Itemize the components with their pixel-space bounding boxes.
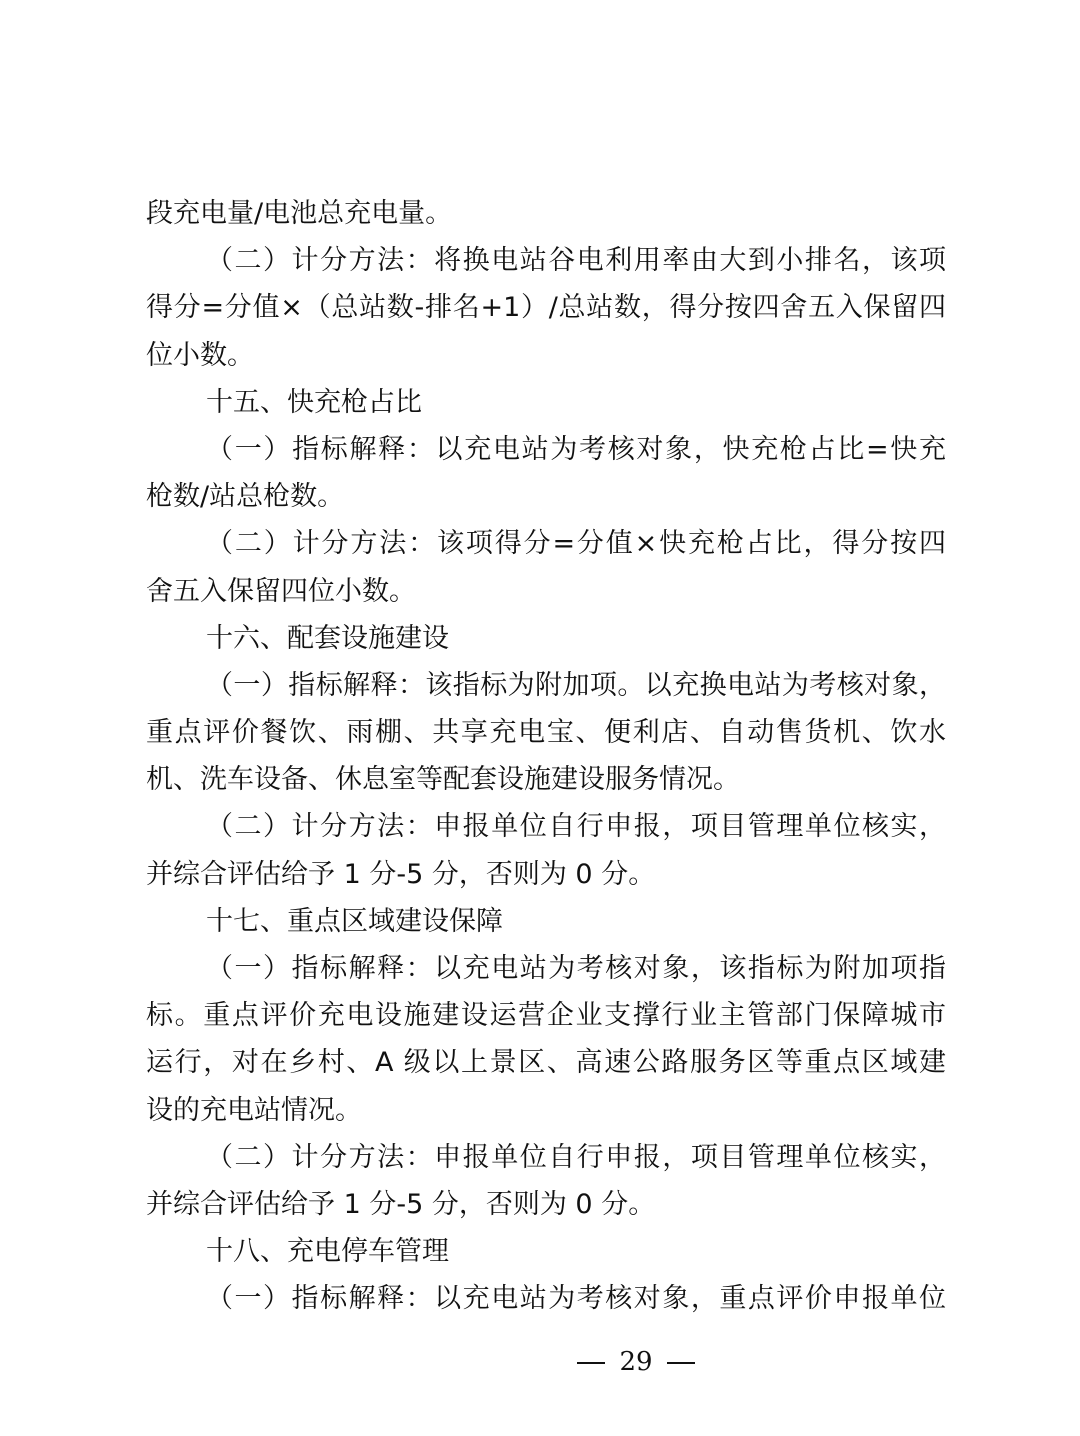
text-line: （一）指标解释：以充电站为考核对象，快充枪占比=快充 [206, 433, 946, 465]
text-line: 舍五入保留四位小数。 [146, 575, 416, 607]
text-line: 并综合评估给予 1 分-5 分，否则为 0 分。 [146, 858, 656, 890]
page-number-value: 29 [619, 1347, 653, 1377]
text-line: （一）指标解释：该指标为附加项。以充换电站为考核对象， [206, 669, 946, 701]
section-heading: 十六、配套设施建设 [206, 622, 449, 654]
text-line: 重点评价餐饮、雨棚、共享充电宝、便利店、自动售货机、饮水 [146, 717, 946, 749]
text-line: （二）计分方法：将换电站谷电利用率由大到小排名，该项 [206, 245, 946, 277]
text-line: 得分=分值×（总站数-排名+1）/总站数，得分按四舍五入保留四 [146, 292, 946, 324]
text-line: 枪数/站总枪数。 [146, 481, 345, 513]
section-heading: 十七、重点区域建设保障 [206, 905, 503, 937]
text-line: （一）指标解释：以充电站为考核对象，重点评价申报单位 [206, 1283, 946, 1315]
dash-left [577, 1362, 605, 1364]
text-line: 设的充电站情况。 [146, 1094, 362, 1126]
text-line: 并综合评估给予 1 分-5 分，否则为 0 分。 [146, 1188, 656, 1220]
section-heading: 十八、充电停车管理 [206, 1236, 449, 1268]
text-line: 位小数。 [146, 339, 254, 371]
text-line: 运行，对在乡村、A 级以上景区、高速公路服务区等重点区域建 [146, 1047, 946, 1079]
text-line: （二）计分方法：申报单位自行申报，项目管理单位核实， [206, 1141, 946, 1173]
text-line: （一）指标解释：以充电站为考核对象，该指标为附加项指 [206, 953, 946, 984]
text-line: （二）计分方法：该项得分=分值×快充枪占比，得分按四 [206, 528, 946, 560]
body-text [146, 190, 946, 1323]
text-line: 段充电量/电池总充电量。 [146, 198, 453, 229]
text-line: 机、洗车设备、休息室等配套设施建设服务情况。 [146, 764, 740, 796]
section-heading: 十五、快充枪占比 [206, 386, 422, 418]
text-line: （二）计分方法：申报单位自行申报，项目管理单位核实， [206, 811, 946, 843]
dash-right [667, 1362, 695, 1364]
text-line: 标。重点评价充电设施建设运营企业支撑行业主管部门保障城市 [146, 1000, 946, 1032]
page-number [0, 1347, 1080, 1377]
